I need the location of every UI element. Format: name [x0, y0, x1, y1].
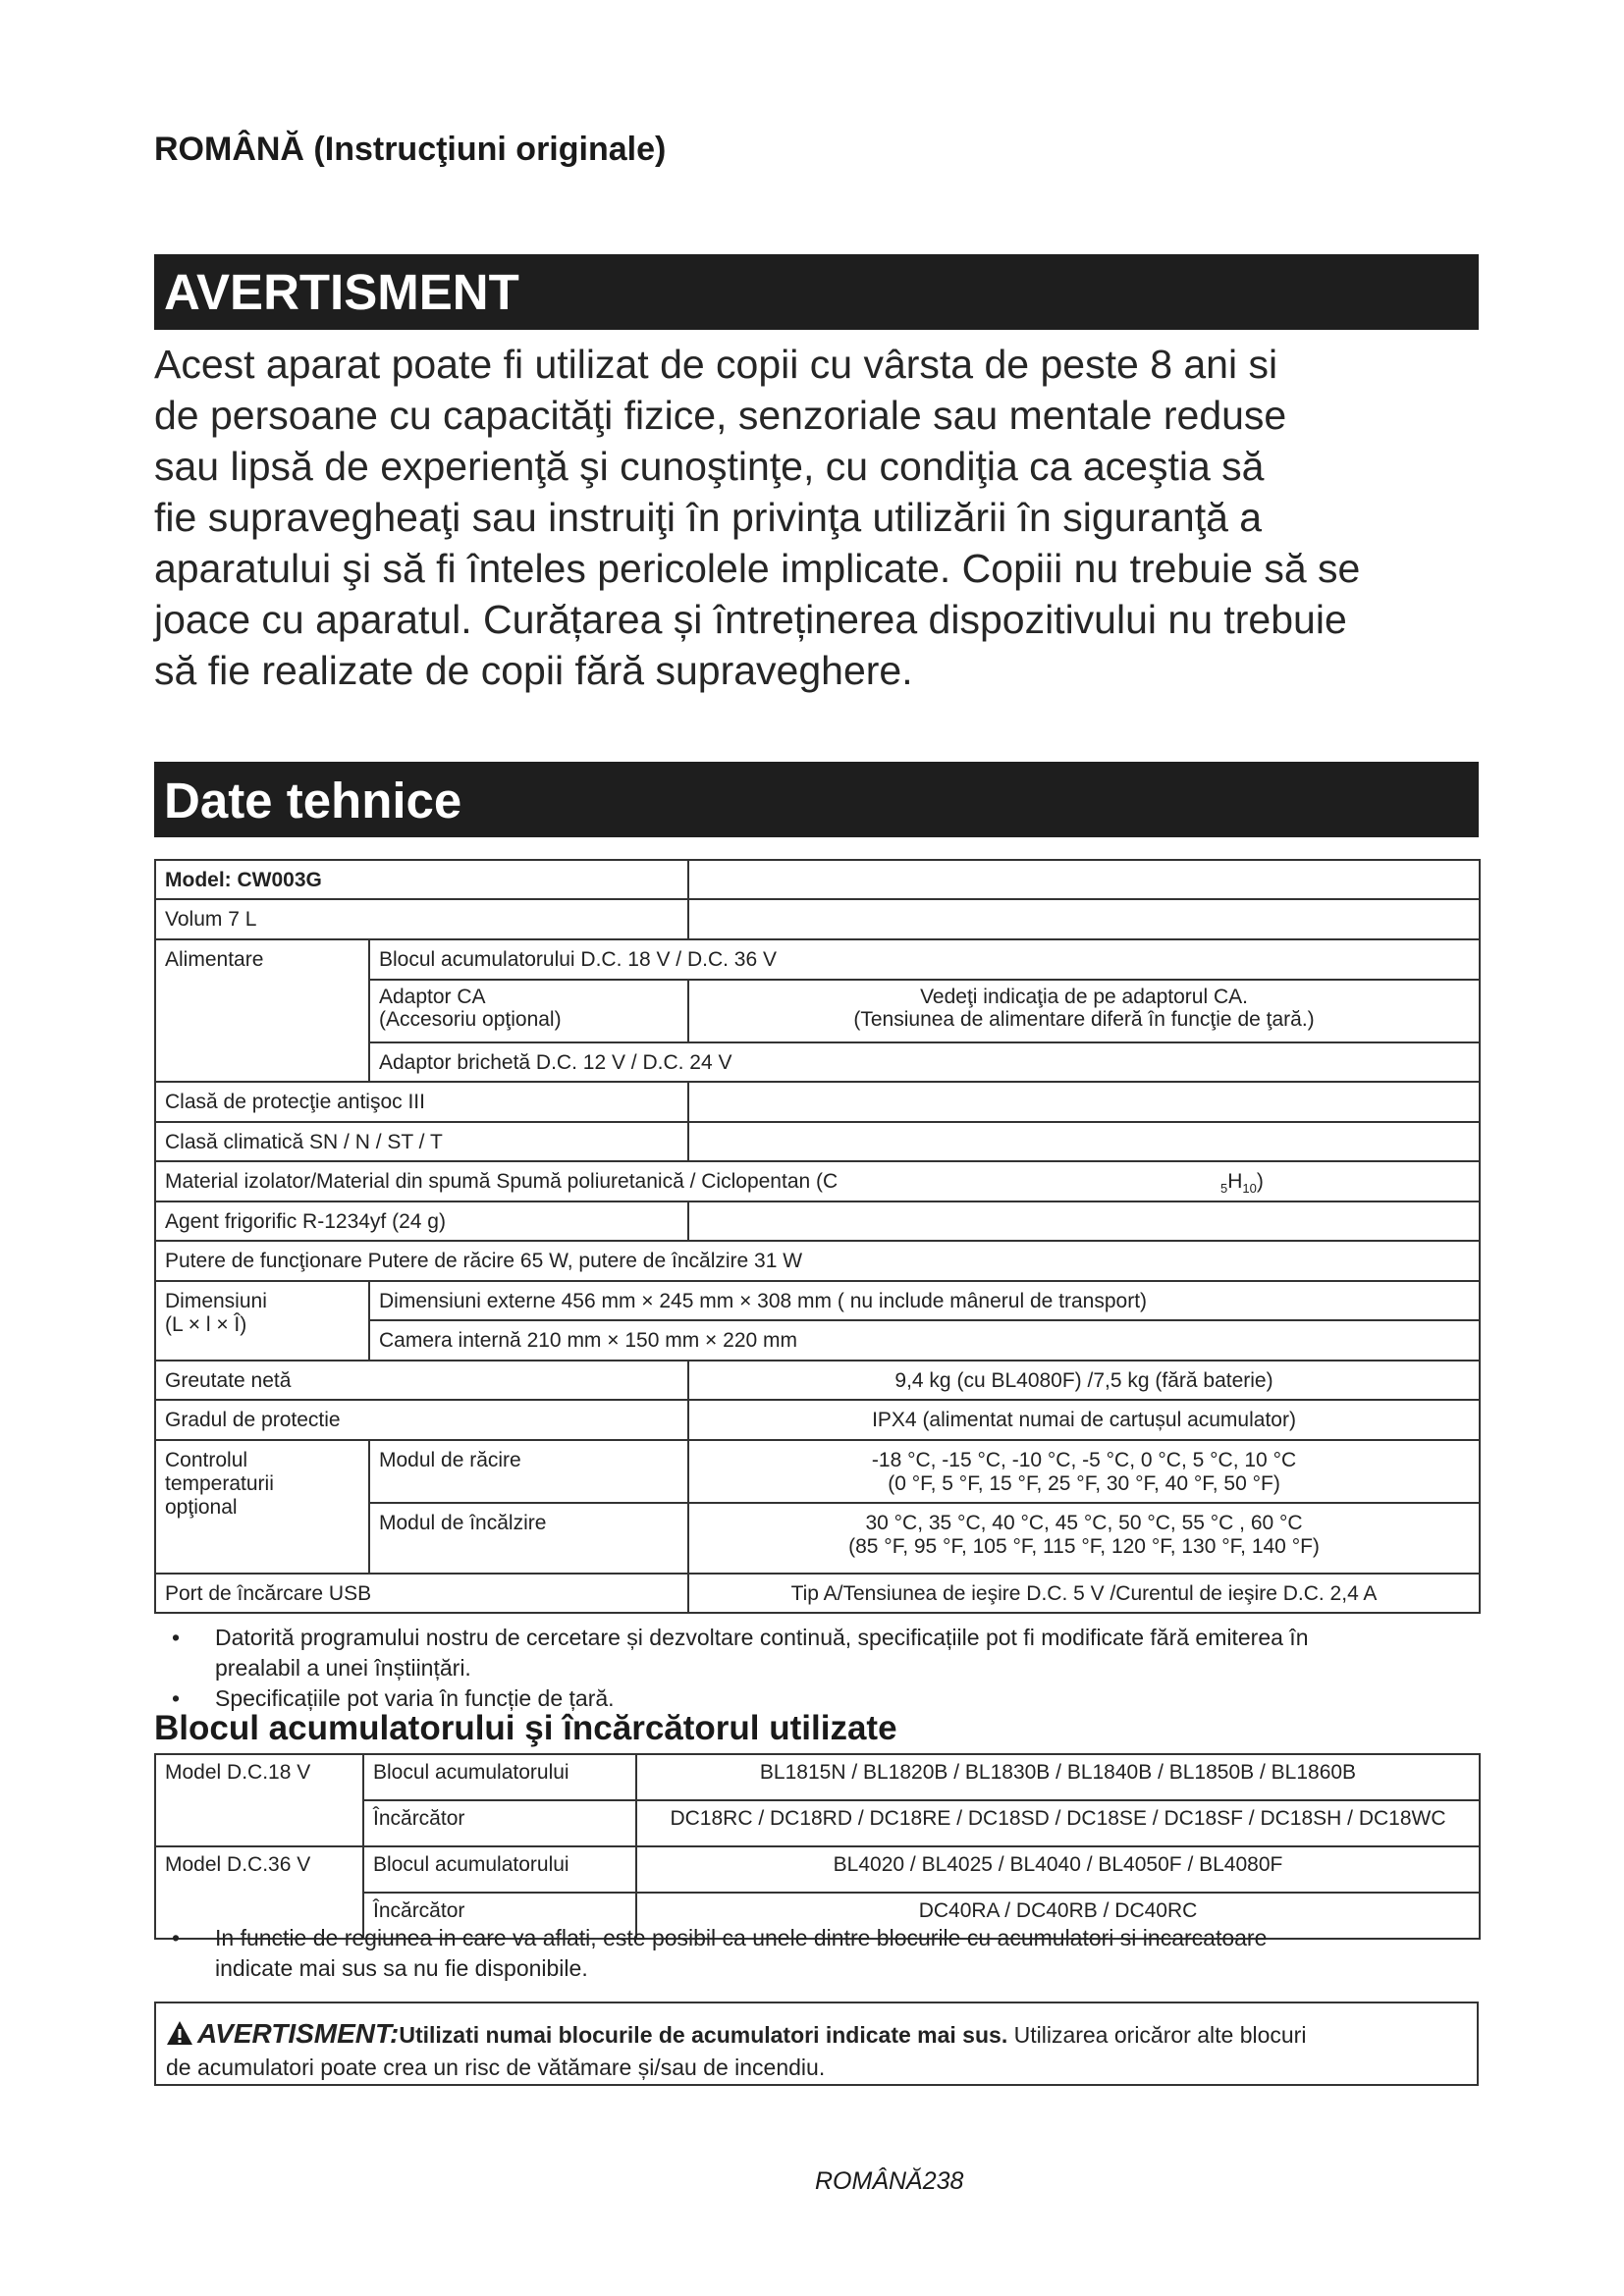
battery-note	[154, 1923, 1489, 1984]
spec-car-adapter: Adaptor brichetă D.C. 12 V / D.C. 24 V	[369, 1042, 1480, 1082]
warning-banner: AVERTISMENT	[154, 254, 1479, 330]
list-item: • Specificațiile pot varia în funcție de țară.	[172, 1685, 615, 1711]
battery-table	[154, 1753, 1481, 1940]
battery-value-cell: DC18RC / DC18RD / DC18RE / DC18SD / DC18SE / DC18SF / DC18SH / DC18WC	[636, 1800, 1480, 1846]
spec-temp-control-label: Controlul temperaturii opţional	[155, 1440, 369, 1574]
spec-refrigerant: Agent frigorific R-1234yf (24 g)	[155, 1201, 688, 1241]
list-item: • Datorită programului nostru de cercetare și dezvoltare continuă, specificațiile pot fi modificate fără emiterea în prealabil a unei înștiințări.	[172, 1625, 1309, 1681]
spec-volume: Volum 7 L	[155, 899, 688, 939]
spec-heating-label: Modul de încălzire	[369, 1503, 688, 1574]
battery-value-cell: DC40RA / DC40RB / DC40RC	[636, 1893, 1480, 1939]
table-row	[155, 1201, 1480, 1241]
battery-model-cell: Model D.C.36 V	[155, 1846, 363, 1893]
spec-insulation: Material izolator/Material din spumă Spumă poliuretanică / Ciclopentan (C $_5H_{10}$)	[155, 1161, 1480, 1201]
warning-triangle-icon	[166, 2020, 193, 2046]
battery-model-cell: Model D.C.18 V	[155, 1754, 363, 1800]
warning-line: să fie realizate de copii fără supraveghere.	[154, 648, 913, 693]
spec-power-rating: Putere de funcţionare Putere de răcire 65 W, putere de încălzire 31 W	[155, 1241, 1480, 1281]
warning-line: joace cu aparatul. Curățarea și întreținerea dispozitivului nu trebuie	[154, 597, 1347, 642]
table-row	[155, 899, 1480, 939]
specs-table	[154, 859, 1481, 1614]
battery-warning-box: AVERTISMENT:Utilizati numai blocurile de acumulatori indicate mai sus. Utilizarea oricăror alte blocuri de acumulatori poate crea un risc de vătămare și/sau de incendiu.	[154, 2002, 1479, 2086]
spec-ac-adapter-label: Adaptor CA (Accesoriu opţional)	[369, 980, 688, 1042]
specs-banner: Date tehnice	[154, 762, 1479, 837]
spec-usb-value: Tip A/Tensiunea de ieşire D.C. 5 V /Curentul de ieşire D.C. 2,4 A	[688, 1574, 1480, 1613]
spec-usb-label: Port de încărcare USB	[155, 1574, 688, 1613]
table-row	[155, 1846, 1480, 1893]
spec-notes	[154, 1623, 1489, 1714]
table-row	[155, 1754, 1480, 1800]
spec-cooling-values: -18 °C, -15 °C, -10 °C, -5 °C, 0 °C, 5 °C, 10 °C (0 °F, 5 °F, 15 °F, 25 °F, 30 °F, 40 °F, 50 °F)	[688, 1440, 1480, 1503]
battery-type-cell: Încărcător	[363, 1800, 636, 1846]
battery-value-cell: BL4020 / BL4025 / BL4040 / BL4050F / BL4080F	[636, 1846, 1480, 1893]
table-row	[155, 1800, 1480, 1846]
spec-model: Model: CW003G	[155, 860, 688, 899]
table-row	[155, 1281, 1480, 1320]
spec-cooling-label: Modul de răcire	[369, 1440, 688, 1503]
warning-line: aparatului şi să fi înteles pericolele implicate. Copiii nu trebuie să se	[154, 546, 1361, 591]
battery-section-title: Blocul acumulatorului şi încărcătorul utilizate	[154, 1709, 897, 1747]
battery-type-cell: Încărcător	[363, 1893, 636, 1939]
spec-ac-adapter-value: Vedeţi indicaţia de pe adaptorul CA. (Tensiunea de alimentare diferă în funcţie de ţară.)	[688, 980, 1480, 1042]
table-row	[155, 980, 1480, 1042]
battery-type-cell: Blocul acumulatorului	[363, 1846, 636, 1893]
spec-ingress-value: IPX4 (alimentat numai de cartușul acumulator)	[688, 1400, 1480, 1440]
table-row	[155, 1361, 1480, 1400]
page-footer: ROMÂNĂ238	[815, 2167, 964, 2195]
spec-heating-values: 30 °C, 35 °C, 40 °C, 45 °C, 50 °C, 55 °C , 60 °C (85 °F, 95 °F, 105 °F, 115 °F, 120 °F, 130 °F, 140 °F)	[688, 1503, 1480, 1574]
spec-power-label: Alimentare	[155, 939, 369, 980]
spec-dimensions-external: Dimensiuni externe 456 mm × 245 mm × 308 mm ( nu include mânerul de transport)	[369, 1281, 1480, 1320]
table-row	[155, 1042, 1480, 1082]
table-row	[155, 1574, 1480, 1613]
spec-ingress-label: Gradul de protectie	[155, 1400, 688, 1440]
table-row	[155, 939, 1480, 980]
spec-power-battery: Blocul acumulatorului D.C. 18 V / D.C. 36 V	[369, 939, 1480, 980]
spec-dimensions-label: Dimensiuni (L × l × Î)	[155, 1281, 369, 1361]
spec-net-weight-label: Greutate netă	[155, 1361, 688, 1400]
table-row	[155, 1122, 1480, 1161]
table-row	[155, 860, 1480, 899]
list-item: • In functie de regiunea in care va aflati, este posibil ca unele dintre blocurile cu acumulatori si incarcatoare indicate mai sus sa nu fie disponibile.	[172, 1925, 1268, 1981]
language-title: ROMÂNĂ (Instrucţiuni originale)	[154, 131, 667, 168]
table-row	[155, 1400, 1480, 1440]
warning-text	[154, 339, 1489, 696]
spec-net-weight-value: 9,4 kg (cu BL4080F) /7,5 kg (fără baterie)	[688, 1361, 1480, 1400]
spec-dimensions-internal: Camera internă 210 mm × 150 mm × 220 mm	[369, 1320, 1480, 1361]
table-row	[155, 1241, 1480, 1281]
warning-line: sau lipsă de experienţă şi cunoştinţe, cu condiţia ca aceştia să	[154, 444, 1265, 489]
table-row	[155, 1082, 1480, 1122]
battery-value-cell: BL1815N / BL1820B / BL1830B / BL1840B / BL1850B / BL1860B	[636, 1754, 1480, 1800]
table-row	[155, 1161, 1480, 1201]
spec-protection-class: Clasă de protecţie antişoc III	[155, 1082, 688, 1122]
table-row	[155, 1440, 1480, 1503]
battery-type-cell: Blocul acumulatorului	[363, 1754, 636, 1800]
warning-line: de persoane cu capacităţi fizice, senzoriale sau mentale reduse	[154, 393, 1287, 438]
spec-climate-class: Clasă climatică SN / N / ST / T	[155, 1122, 688, 1161]
warning-line: Acest aparat poate fi utilizat de copii cu vârsta de peste 8 ani si	[154, 342, 1278, 387]
warning-line: fie supravegheaţi sau instruiţi în privinţa utilizării în siguranţă a	[154, 495, 1263, 540]
